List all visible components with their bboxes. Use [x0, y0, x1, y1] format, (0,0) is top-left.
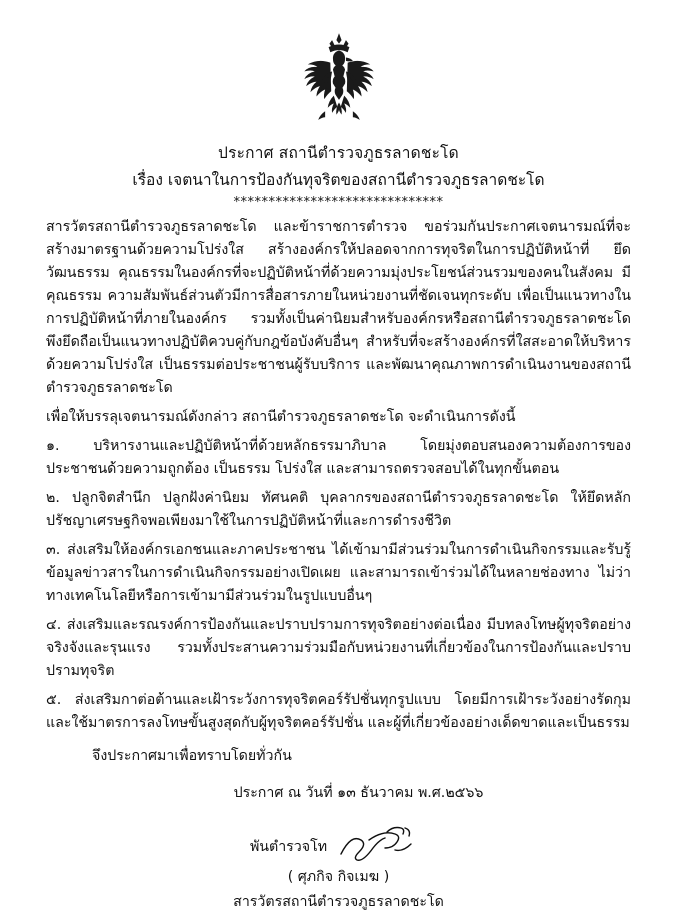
document-subtitle: เรื่อง เจตนาในการป้องกันทุจริตของสถานีตำรวจภูธรลาดชะโด	[132, 171, 545, 190]
list-item: ๓. ส่งเสริมให้องค์กรเอกชนและภาคประชาชน ได้เข้ามามีส่วนร่วมในการดำเนินกิจกรรมและรับรู้ข้อมูลข่าวสารในการดำเนินกิจกรรมอย่างเปิดเผย และสามารถเข้าร่วมได้ในหลายช่องทาง ไม่ว่าทางเทคโนโลยีหรือการเข้ามามีส่วนร่วมในรูปแบบอื่นๆ	[46, 541, 631, 604]
document-title: ประกาศ สถานีตำรวจภูธรลาดชะโด	[218, 144, 459, 162]
signer-rank: พันตำรวจโท	[249, 838, 328, 855]
paragraph-intro: สารวัตรสถานีตำรวจภูธรลาดชะโด และข้าราชการตำรวจ ขอร่วมกันประกาศเจตนารมณ์ที่จะสร้างมาตรฐานด้วยความโปร่งใส สร้างองค์กรให้ปลอดจากการทุจริตในการปฏิบัติหน้าที่ ยึดวัฒนธรรม คุณธรรมในองค์กรที่จะปฏิบัติหน้าที่ด้วยความมุ่งประโยชน์ส่วนรวมของคนในสังคม มีคุณธรรม ความสัมพันธ์ส่วนตัวมีการสื่อสารภายในหน่วยงานที่ชัดเจนทุกระดับ เพื่อเป็นแนวทางในการปฏิบัติหน้าที่ภายในองค์กร รวมทั้งเป็นค่านิยมสำหรับองค์กรหรือสถานีตำรวจภูธรลาดชะโด พึงยึดถือเป็นแนวทางปฏิบัติควบคู่กับกฎข้อบังคับอื่นๆ สำหรับที่จะสร้างองค์กรที่ใสสะอาดให้บริหารด้วยความโปร่งใส เป็นธรรมต่อประชาชนผู้รับบริการ และพัฒนาคุณภาพการดำเนินงานของสถานีตำรวจภูธรลาดชะโด	[46, 218, 631, 396]
signature-scribble	[335, 826, 427, 860]
title-block	[46, 142, 631, 193]
document-body	[46, 216, 631, 735]
garuda-emblem	[287, 28, 391, 132]
closing-statement: จึงประกาศมาเพื่อทราบโดยทั่วกัน	[92, 747, 292, 764]
signer-name: ( ศุภกิจ กิจเมฆ )	[287, 868, 390, 885]
paragraph-purpose: เพื่อให้บรรลุเจตนารมณ์ดังกล่าว สถานีตำรวจภูธรลาดชะโด จะดำเนินการดังนี้	[46, 408, 516, 425]
list-item: ๒. ปลูกจิตสำนึก ปลูกฝังค่านิยม ทัศนคติ บุคลากรของสถานีตำรวจภูธรลาดชะโด ให้ยึดหลักปรัชญาเศรษฐกิจพอเพียงมาใช้ในการปฏิบัติหน้าที่และการดำรงชีวิต	[46, 489, 631, 529]
signer-position: สารวัตรสถานีตำรวจภูธรลาดชะโด	[233, 893, 444, 910]
list-item: ๔. ส่งเสริมและรณรงค์การป้องกันและปราบปรามการทุจริตอย่างต่อเนื่อง มีบทลงโทษผู้ทุจริตอย่างจริงจังและรุนแรง รวมทั้งประสานความร่วมมือกับหน่วยงานที่เกี่ยวข้องในการป้องกันและปราบปรามทุจริต	[46, 616, 631, 679]
list-item: ๑. บริหารงานและปฏิบัติหน้าที่ด้วยหลักธรรมาภิบาล โดยมุ่งตอบสนองความต้องการของประชาชนด้วยความถูกต้อง เป็นธรรม โปร่งใส และสามารถตรวจสอบได้ในทุกขั้นตอน	[46, 437, 631, 477]
emblem-container	[46, 28, 631, 132]
star-divider: ******************************	[233, 194, 444, 210]
date-line: ประกาศ ณ วันที่ ๑๓ ธันวาคม พ.ศ.๒๕๖๖	[233, 784, 484, 801]
rank-row	[46, 826, 631, 860]
list-item: ๕. ส่งเสริมกาต่อต้านและเฝ้าระวังการทุจริตคอร์รัปชั่นทุกรูปแบบ โดยมีการเฝ้าระวังอย่างรัดกุมและใช้มาตรการลงโทษขั้นสูงสุดกับผู้ทุจริตคอร์รัปชั่น และผู้ที่เกี่ยวข้องอย่างเด็ดขาดและเป็นธรรม	[46, 691, 631, 731]
signature-block	[46, 826, 631, 913]
